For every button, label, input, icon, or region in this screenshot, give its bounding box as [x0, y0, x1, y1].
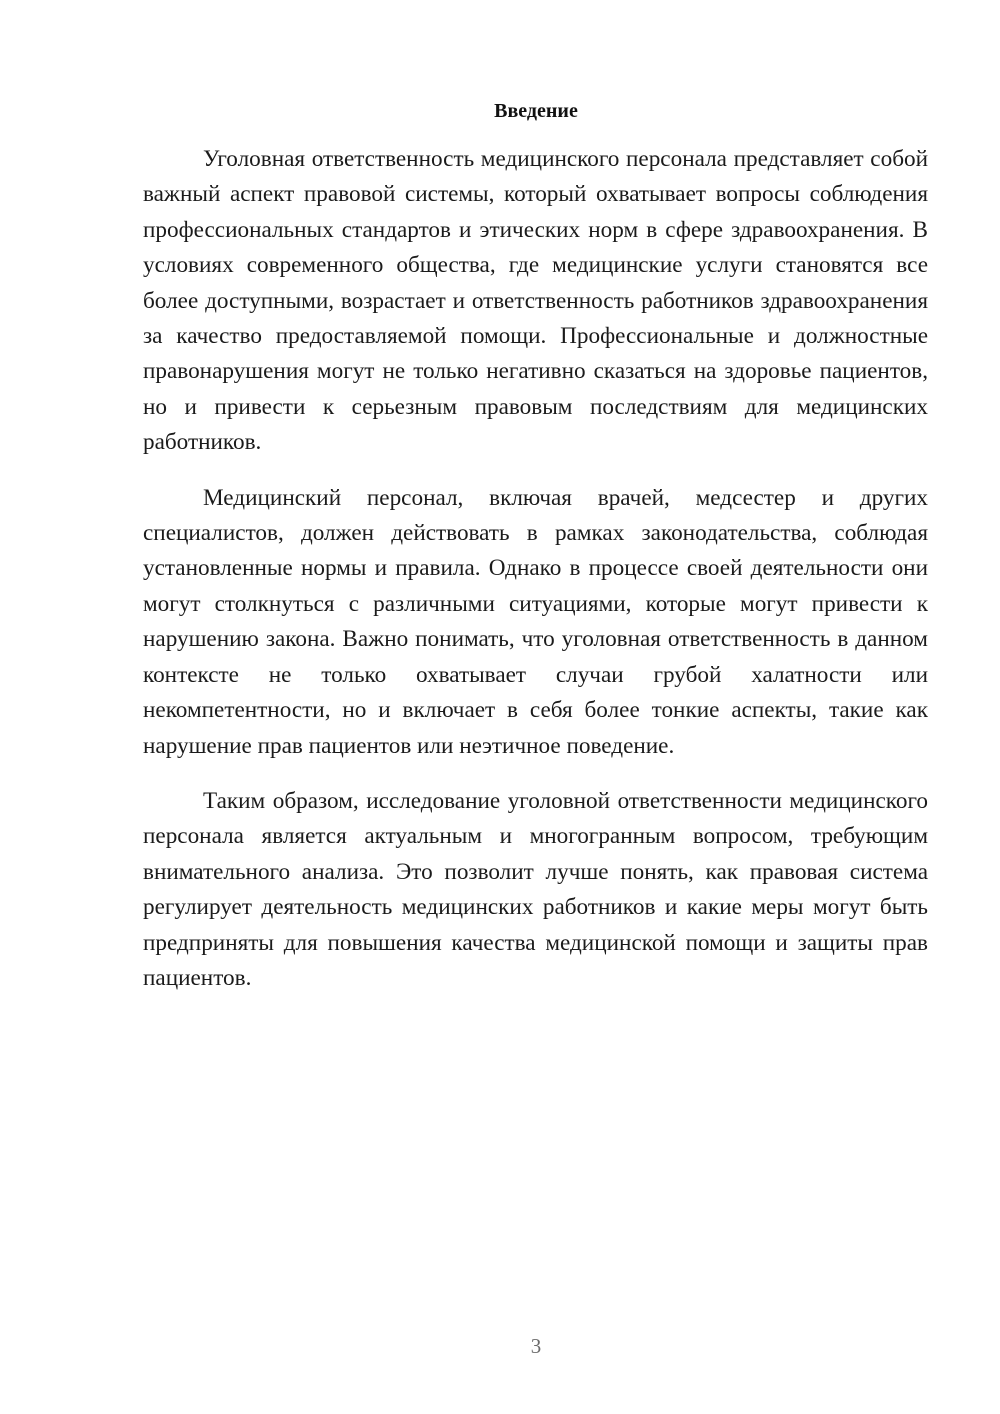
paragraph-1: Уголовная ответственность медицинского персонала представляет собой важный аспект правовой системы, который охватывает вопросы соблюдения профессиональных стандартов и этических норм в сфере здравоохранения. В условиях современного общества, где медицинские услуги становятся все более доступными, возрастает и ответственность работников здравоохранения за качество предоставляемой помощи. Профессиональные и должностные правонарушения могут не только негативно сказаться на здоровье пациентов, но и привести к серьезным правовым последствиям для медицинских работников. [143, 146, 928, 456]
page-number: 3 [530, 1334, 542, 1358]
paragraph-2: Медицинский персонал, включая врачей, медсестер и других специалистов, должен действовать в рамках законодательства, соблюдая установленные нормы и правила. Однако в процессе своей деятельности они могут столкнуться с различными ситуациями, которые могут привести к нарушению закона. Важно понимать, что уголовная ответственность в данном контексте не только охватывает случаи грубой халатности или некомпетентности, но и включает в себя более тонкие аспекты, такие как нарушение прав пациентов или неэтичное поведение. [143, 484, 928, 759]
paragraph-3: Таким образом, исследование уголовной ответственности медицинского персонала является актуальным и многогранным вопросом, требующим внимательного анализа. Это позволит лучше понять, как правовая система регулирует деятельность медицинских работников и какие меры могут быть предприняты для повышения качества медицинской помощи и защиты прав пациентов. [143, 787, 928, 991]
body-text [143, 142, 928, 996]
section-heading: Введение [494, 100, 578, 122]
